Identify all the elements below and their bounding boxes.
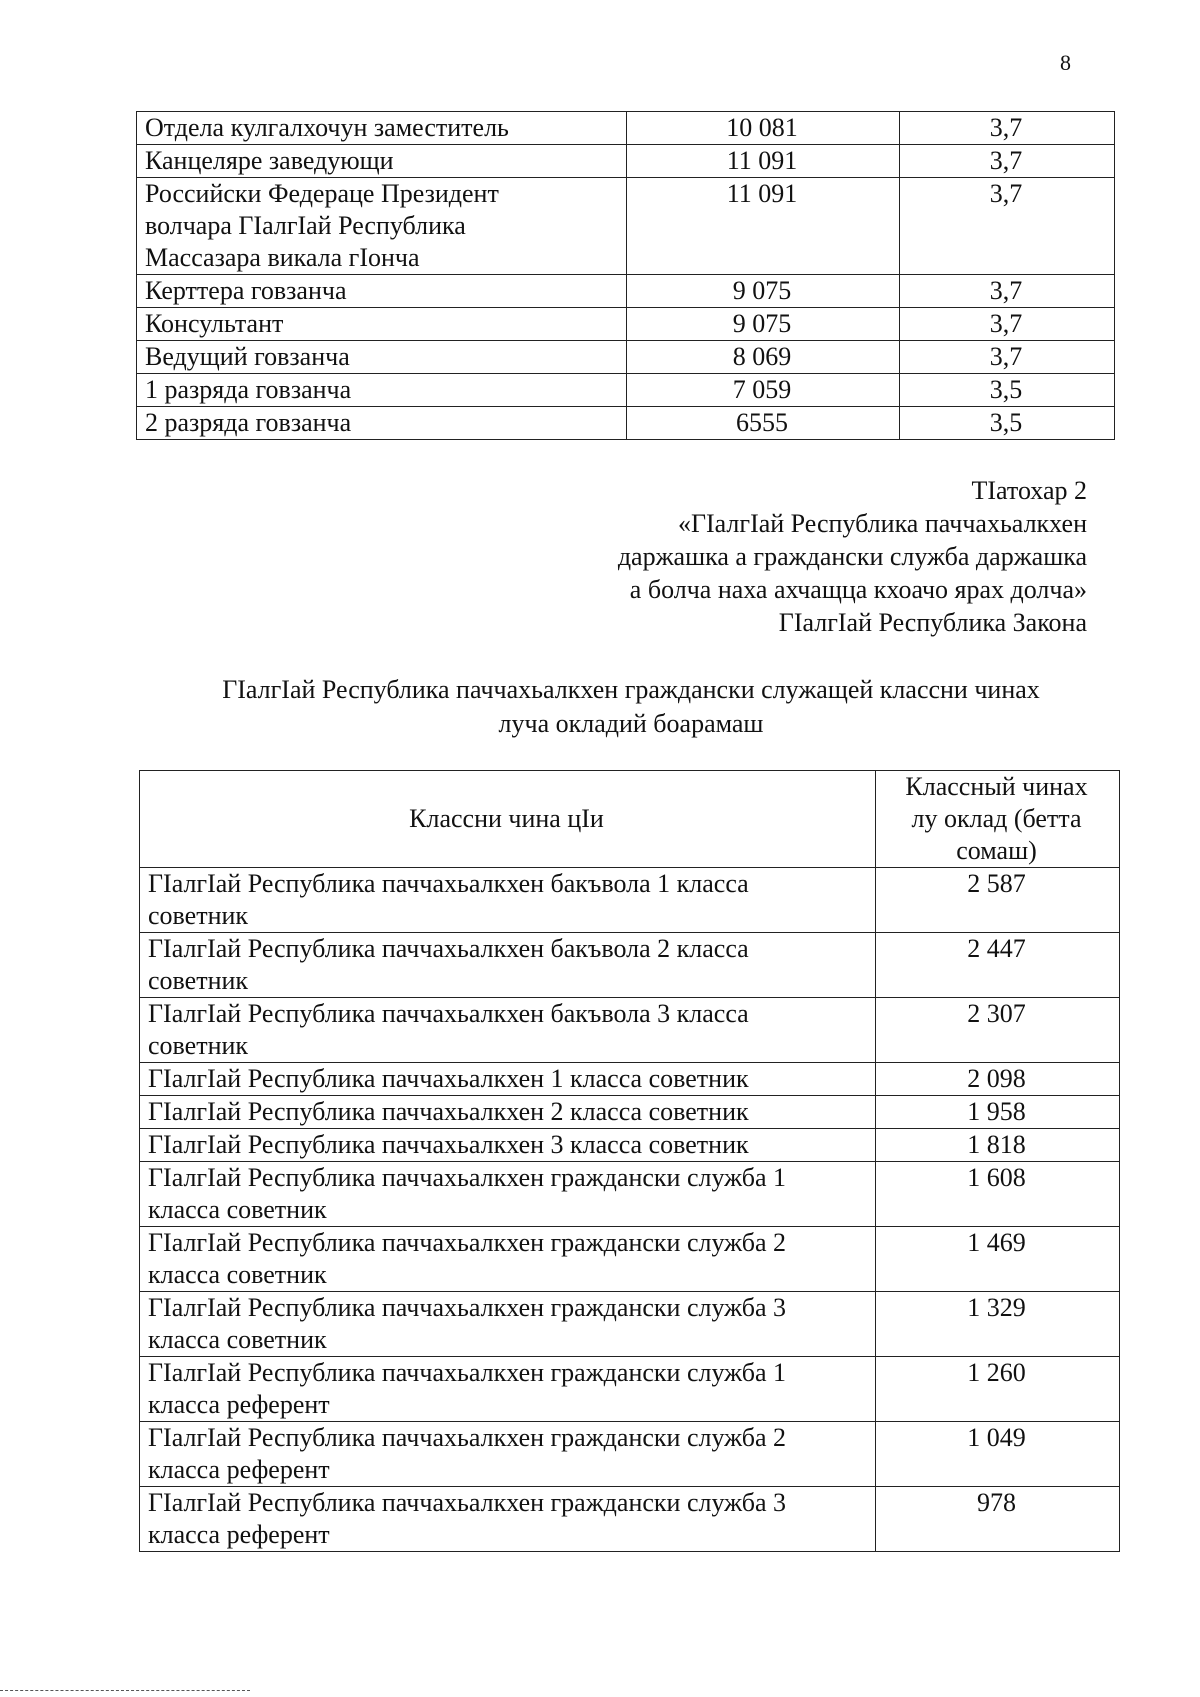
rank-name-cell: ГІалгІай Республика паччахьалкхен граждански служба 3 класса референт — [140, 1487, 876, 1552]
salary-cell: 6555 — [627, 407, 900, 440]
salary-cell: 1 818 — [876, 1129, 1120, 1162]
table-row — [140, 1162, 1120, 1227]
salary-cell: 1 049 — [876, 1422, 1120, 1487]
rank-name-cell: ГІалгІай Республика паччахьалкхен 1 класса советник — [140, 1063, 876, 1096]
coefficient-cell: 3,7 — [900, 112, 1115, 145]
coefficient-cell: 3,7 — [900, 178, 1115, 275]
appendix-law-line: «ГІалгІай Республика паччахьалкхен — [677, 509, 1087, 538]
rank-name-cell: ГІалгІай Республика паччахьалкхен граждански служба 1 класса советник — [140, 1162, 876, 1227]
rank-name-cell: ГІалгІай Республика паччахьалкхен бакъвола 2 класса советник — [140, 933, 876, 998]
salary-cell: 2 447 — [876, 933, 1120, 998]
appendix-law-line: а болча наха ахчащца кхоачо ярах долча» — [629, 575, 1087, 604]
salary-cell: 7 059 — [627, 374, 900, 407]
table-row — [140, 998, 1120, 1063]
coefficient-cell: 3,5 — [900, 407, 1115, 440]
table-row — [137, 407, 1115, 440]
salary-cell: 2 098 — [876, 1063, 1120, 1096]
salary-cell: 1 958 — [876, 1096, 1120, 1129]
position-cell: Консультант — [137, 308, 627, 341]
class-rank-heading — [136, 673, 1126, 741]
position-cell: Российски Федераце Президент волчара ГІалгІай Республика Массазара викала гІонча — [137, 178, 627, 275]
salary-cell: 10 081 — [627, 112, 900, 145]
salary-cell: 1 469 — [876, 1227, 1120, 1292]
table-row — [137, 341, 1115, 374]
position-cell: 1 разряда говзанча — [137, 374, 627, 407]
heading-line: луча окладий боарамаш — [498, 709, 764, 738]
salary-cell: 1 329 — [876, 1292, 1120, 1357]
coefficient-cell: 3,7 — [900, 145, 1115, 178]
column-header-rank-name: Классни чина цІи — [140, 771, 876, 868]
coefficient-cell: 3,7 — [900, 308, 1115, 341]
table-row — [140, 1357, 1120, 1422]
table-row — [137, 374, 1115, 407]
appendix-reference — [618, 474, 1087, 639]
salary-cell: 11 091 — [627, 145, 900, 178]
table-row — [137, 112, 1115, 145]
table-row — [140, 1063, 1120, 1096]
coefficient-cell: 3,7 — [900, 275, 1115, 308]
table-row — [137, 145, 1115, 178]
rank-name-cell: ГІалгІай Республика паччахьалкхен граждански служба 2 класса референт — [140, 1422, 876, 1487]
appendix-law-line: даржашка а граждански служба даржашка — [617, 542, 1087, 571]
position-cell: Отдела кулгалхочун заместитель — [137, 112, 627, 145]
table-header-row — [140, 771, 1120, 868]
rank-name-cell: ГІалгІай Республика паччахьалкхен 2 класса советник — [140, 1096, 876, 1129]
table-row — [140, 933, 1120, 998]
column-header-salary: Классный чинах лу оклад (бетта сомаш) — [876, 771, 1120, 868]
salary-cell: 2 587 — [876, 868, 1120, 933]
table-row — [140, 868, 1120, 933]
class-rank-salary-table — [139, 770, 1120, 1552]
footer-line — [0, 1690, 250, 1691]
rank-name-cell: ГІалгІай Республика паччахьалкхен бакъвола 1 класса советник — [140, 868, 876, 933]
rank-name-cell: ГІалгІай Республика паччахьалкхен граждански служба 2 класса советник — [140, 1227, 876, 1292]
table-row — [140, 1422, 1120, 1487]
rank-name-cell: ГІалгІай Республика паччахьалкхен граждански служба 1 класса референт — [140, 1357, 876, 1422]
table-row — [137, 178, 1115, 275]
table-row — [140, 1292, 1120, 1357]
table-row — [140, 1227, 1120, 1292]
table-row — [137, 308, 1115, 341]
positions-salary-table — [136, 111, 1115, 440]
appendix-title: ТІатохар 2 — [971, 476, 1087, 505]
table-row — [140, 1487, 1120, 1552]
salary-cell: 9 075 — [627, 275, 900, 308]
rank-name-cell: ГІалгІай Республика паччахьалкхен бакъвола 3 класса советник — [140, 998, 876, 1063]
salary-cell: 978 — [876, 1487, 1120, 1552]
coefficient-cell: 3,5 — [900, 374, 1115, 407]
salary-cell: 11 091 — [627, 178, 900, 275]
heading-line: ГІалгІай Республика паччахьалкхен граждански служащей классни чинах — [222, 675, 1040, 704]
salary-cell: 1 608 — [876, 1162, 1120, 1227]
table-row — [140, 1096, 1120, 1129]
page-number: 8 — [1060, 50, 1071, 75]
position-cell: 2 разряда говзанча — [137, 407, 627, 440]
appendix-law-line: ГІалгІай Республика Закона — [778, 608, 1087, 637]
salary-cell: 1 260 — [876, 1357, 1120, 1422]
salary-cell: 8 069 — [627, 341, 900, 374]
rank-name-cell: ГІалгІай Республика паччахьалкхен граждански служба 3 класса советник — [140, 1292, 876, 1357]
salary-cell: 2 307 — [876, 998, 1120, 1063]
salary-cell: 9 075 — [627, 308, 900, 341]
position-cell: Канцеляре заведующи — [137, 145, 627, 178]
position-cell: Ведущий говзанча — [137, 341, 627, 374]
rank-name-cell: ГІалгІай Республика паччахьалкхен 3 класса советник — [140, 1129, 876, 1162]
table-row — [140, 1129, 1120, 1162]
position-cell: Керттера говзанча — [137, 275, 627, 308]
table-row — [137, 275, 1115, 308]
coefficient-cell: 3,7 — [900, 341, 1115, 374]
